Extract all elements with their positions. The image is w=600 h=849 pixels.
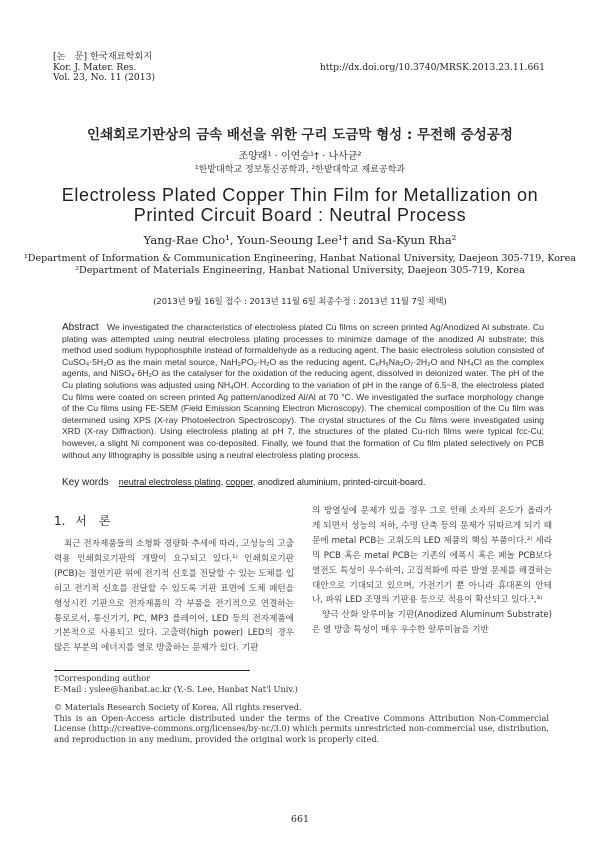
korean-authors: 조양래¹ · 이연승¹† · 나사균² xyxy=(238,151,362,162)
journal-volume: Vol. 23, No. 11 (2013) xyxy=(53,72,156,83)
page-number: 661 xyxy=(290,814,310,825)
journal-abbreviation: Kor. J. Mater. Res. xyxy=(53,61,137,73)
keywords-label: Key words xyxy=(62,477,109,488)
abstract-label: Abstract xyxy=(62,322,99,333)
keywords: Key words neutral electroless plating, copper, anodized aluminium, printed-circuit-board. xyxy=(62,477,426,488)
keyword-copper[interactable]: copper xyxy=(225,477,253,487)
right-column xyxy=(312,504,552,638)
english-title-line-2: Printed Circuit Board : Neutral Process xyxy=(133,205,467,225)
copyright-notice: © Materials Research Society of Korea, All rights reserved. xyxy=(54,702,302,712)
author-email[interactable]: E-Mail : yslee@hanbat.ac.kr (Y.-S. Lee, Hanbat Nat'l Univ.) xyxy=(54,683,298,694)
journal-header xyxy=(53,52,155,84)
received-dates: (2013년 9월 16일 접수 : 2013년 11월 6일 최종수정 : 2013년 11월 7일 채택) xyxy=(153,296,447,306)
intro-paragraph-3: 양극 산화 알루미늄 기판(Anodized Aluminum Substrate)은 열 방출 특성이 매우 우수한 알루미늄을 기반 xyxy=(312,610,552,636)
journal-name-ko: [논 문] 한국재료학회지 xyxy=(53,51,153,62)
english-title-line-1: Electroless Plated Copper Thin Film for Metallization on xyxy=(61,185,539,205)
abstract-text: We investigated the characteristics of electroless plated Cu films on screen printed Ag/Anodized Al substrate. Cu plating was attempted using neutral electroless plating processes to minimize damage of the anodized Al substrate; this method used sodium hypophosphite instead of formaldehyde as a reducing agent. The basic electroless solution consisted of CuSO₄·5H₂O as the main metal source, NaH₂PO₂·H₂O as the reducing agent, C₆H₅Na₃O₇·2H₂O and NH₄Cl as the complex agents, and NiSO₄·6H₂O as the catalyser for the oxidation of the reducing agent, dissolved in deionized water. The pH of the Cu plating solutions was adjusted using NH₄OH. According to the variation of pH in the range of 6.5~8, the electroless plated Cu films were coated on screen printed Ag pattern/anodized Al/Al at 70 °C. We investigated the surface morphology change of the Cu films using FE-SEM (Field Emission Scanning Electron Microscopy). The chemical composition of the Cu film was determined using XPS (X-ray Photoelectron Spectroscopy). The crystal structures of the Cu films were investigated using XRD (X-ray Diffraction). Using electroless plating at pH 7, the structures of the plated Cu-rich films were typical fcc-Cu; however, a slight Ni component was co-deposited. Finally, we found that the formation of Cu film plated selectively on PCB without any lithography is possible using a neutral electroless plating process. xyxy=(62,322,544,460)
section-title: 서 론 xyxy=(75,514,111,528)
korean-affiliation: ¹한밭대학교 정보통신공학과, ²한밭대학교 재료공학과 xyxy=(195,165,405,175)
section-heading xyxy=(54,512,110,529)
intro-paragraph-2: 의 방열성에 문제가 있을 경우 그로 인해 소자의 온도가 올라가게 되면서 성능의 저하, 수명 단축 등의 문제가 뒤따르게 되기 때문에 metal PCB는 고휘도의 LED 제품의 핵심 부품이다.²⁾ 세라믹 PCB 혹은 metal PCB는 기존의 에폭시 혹은 페놀 PCB보다 열전도 특성이 우수하여, 고집적화에 따른 발열 문제를 해결하는 대안으로 기대되고 있으며, 가전기기 뿐 아니라 휴대폰의 안테나, 파워 LED 조명의 기판용 등으로 적용이 확산되고 있다.¹,³⁾ xyxy=(312,506,552,606)
license-notice: This is an Open-Access article distributed under the terms of the Creative Commons Attribution Non-Commercial License (http://creative-commons.org/licenses/by-nc/3.0) which permits unrestricted non-commercial use, distribution, and reproduction in any medium, provided the original work is properly cited. xyxy=(54,712,549,744)
intro-paragraph-1: 최근 전자제품들의 소형화 경량화 추세에 따라, 고성능의 고출력용 인쇄회로기판의 개발이 요구되고 있다.¹⁾ 인쇄회로기판(PCB)는 절연기판 위에 전기적 신호를 전달할 수 있는 도체를 입히고 전기적 신호를 전달할 수 있도록 기판 표면에 도체 패턴을 형성시킨 기판으로 전자제품의 각 부품을 전기적으로 연결하는 통로로서, 통신기기, PC, MP3 플레이어, LED 등의 전자제품에 기본적으로 사용되고 있다. 고출력(high power) LED의 경우 많은 부분의 에너지를 열로 방출하는 문제가 있다. 기판 xyxy=(54,539,294,654)
korean-title: 인쇄회로기판상의 금속 배선을 위한 구리 도금막 형성 : 무전해 증성공정 xyxy=(87,127,513,143)
left-column xyxy=(54,537,294,656)
keyword-neutral-electroless-plating[interactable]: neutral electroless plating xyxy=(118,477,221,487)
affiliation-1: ¹Department of Information & Communication Engineering, Hanbat National University, Daejeon 305-719, Korea xyxy=(23,253,577,264)
english-authors: Yang-Rae Cho¹, Youn-Seoung Lee¹† and Sa-Kyun Rha² xyxy=(143,233,457,247)
footnotes xyxy=(54,673,549,744)
affiliation-2: ²Department of Materials Engineering, Hanbat National University, Daejeon 305-719, Korea xyxy=(75,265,525,276)
keywords-rest: , anodized aluminium, printed-circuit-board. xyxy=(252,477,426,487)
footnote-divider xyxy=(54,670,250,671)
section-number: 1. xyxy=(54,514,66,528)
corresponding-author: †Corresponding author xyxy=(54,673,151,683)
doi-link[interactable]: http://dx.doi.org/10.3740/MRSK.2013.23.11.661 xyxy=(319,62,545,73)
abstract xyxy=(62,322,544,461)
